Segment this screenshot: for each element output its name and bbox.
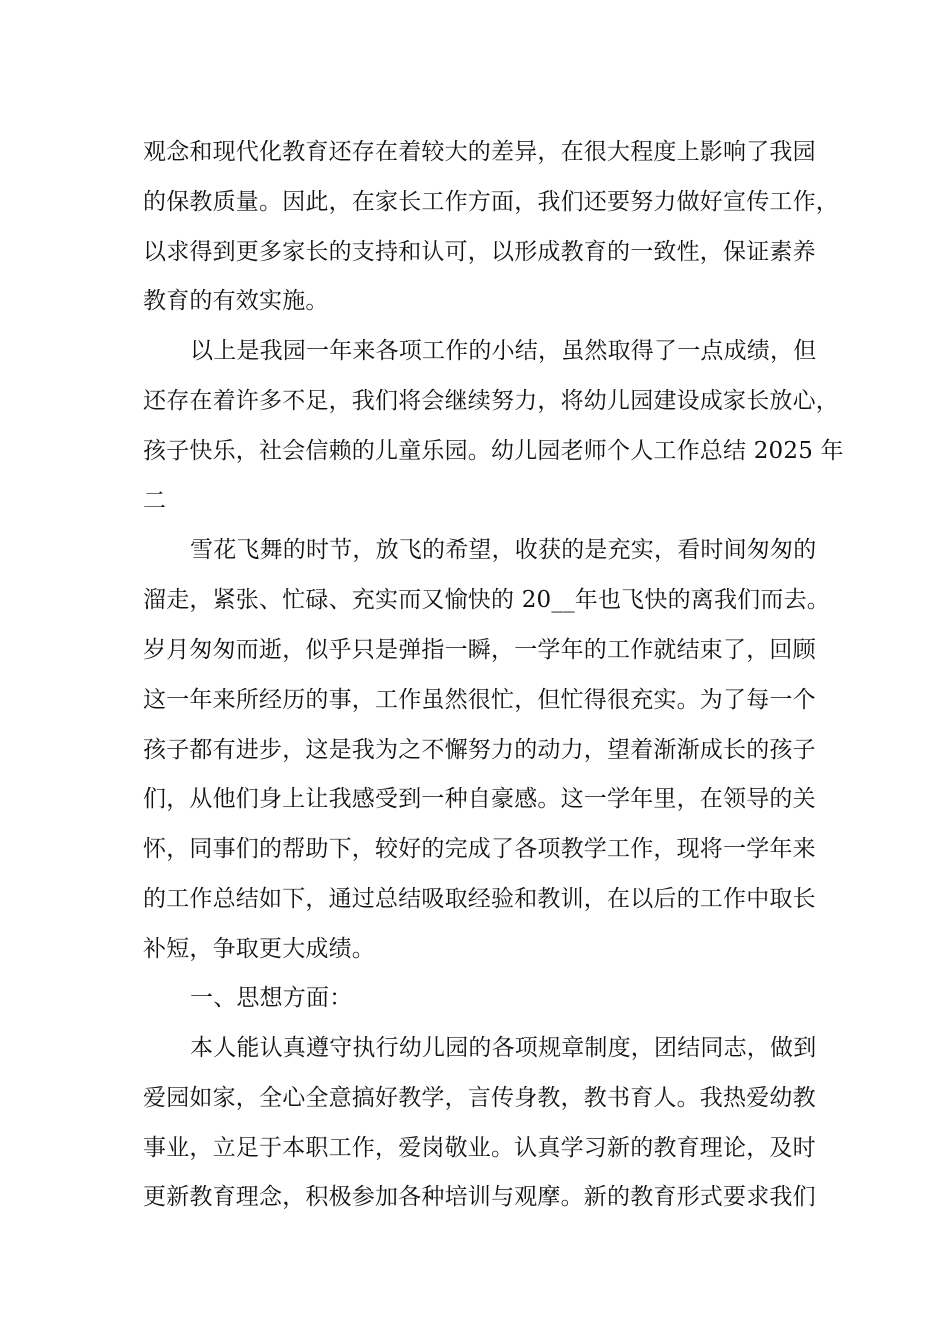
text-line: 怀，同事们的帮助下，较好的完成了各项教学工作，现将一学年来	[143, 836, 816, 862]
text-line: 更新教育理念，积极参加各种培训与观摩。新的教育形式要求我们	[143, 1184, 816, 1210]
text-line: 补短，争取更大成绩。	[143, 936, 375, 962]
text-line: 教育的有效实施。	[143, 288, 329, 314]
text-line: 二	[143, 488, 167, 514]
text-line: 雪花飞舞的时节，放飞的希望，收获的是充实，看时间匆匆的	[190, 537, 817, 563]
text-line: 这一年来所经历的事，工作虽然很忙，但忙得很充实。为了每一个	[143, 687, 816, 713]
text-line: 孩子都有进步，这是我为之不懈努力的动力，望着渐渐成长的孩子	[143, 737, 816, 763]
text-line: 溜走，紧张、忙碌、充实而又愉快的 20__年也飞快的离我们而去。	[143, 587, 830, 613]
section-heading: 一、思想方面：	[190, 985, 353, 1011]
text-line: 的工作总结如下，通过总结吸取经验和教训，在以后的工作中取长	[143, 886, 816, 912]
text-line: 观念和现代化教育还存在着较大的差异，在很大程度上影响了我园	[143, 139, 816, 165]
text-line: 以求得到更多家长的支持和认可，以形成教育的一致性，保证素养	[143, 239, 816, 265]
text-line: 们，从他们身上让我感受到一种自豪感。这一学年里，在领导的关	[143, 786, 816, 812]
text-line: 岁月匆匆而逝，似乎只是弹指一瞬，一学年的工作就结束了，回顾	[143, 637, 816, 663]
text-line: 还存在着许多不足，我们将会继续努力，将幼儿园建设成家长放心，	[143, 388, 839, 414]
text-line: 以上是我园一年来各项工作的小结，虽然取得了一点成绩，但	[190, 338, 817, 364]
text-line: 的保教质量。因此，在家长工作方面，我们还要努力做好宣传工作，	[143, 189, 839, 215]
text-line: 爱园如家，全心全意搞好教学，言传身教，教书育人。我热爱幼教	[143, 1085, 816, 1111]
text-line: 事业，立足于本职工作，爱岗敬业。认真学习新的教育理论，及时	[143, 1135, 816, 1161]
text-line: 本人能认真遵守执行幼儿园的各项规章制度，团结同志，做到	[190, 1035, 817, 1061]
text-line: 孩子快乐，社会信赖的儿童乐园。幼儿园老师个人工作总结 2025 年	[143, 438, 844, 464]
